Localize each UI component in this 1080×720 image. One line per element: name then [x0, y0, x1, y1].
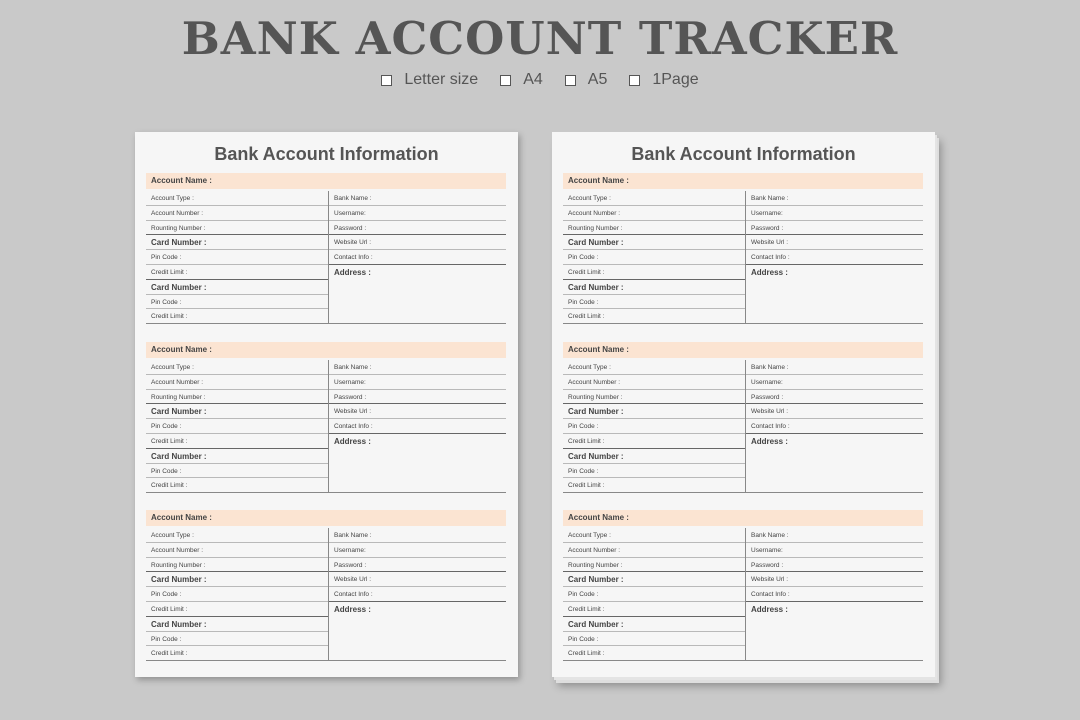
account-type-field[interactable]: Account Type :	[563, 528, 745, 543]
left-column	[146, 360, 329, 493]
credit-limit-field[interactable]: Credit Limit :	[563, 602, 745, 617]
account-name-field[interactable]: Account Name :	[563, 510, 923, 526]
password-field[interactable]: Password :	[746, 390, 923, 405]
contact-info-field[interactable]: Contact Info :	[329, 250, 506, 265]
left-column	[146, 191, 329, 324]
website-url-field[interactable]: Website Url :	[746, 404, 923, 419]
right-column	[329, 191, 506, 324]
pin-code-field[interactable]: Pin Code :	[146, 587, 328, 602]
pin-code-field[interactable]: Pin Code :	[146, 250, 328, 265]
card-number-field[interactable]: Card Number :	[146, 449, 328, 464]
size-option-a4[interactable]	[500, 71, 543, 89]
credit-limit-field[interactable]: Credit Limit :	[563, 265, 745, 280]
username-field[interactable]: Username:	[329, 375, 506, 390]
pin-code-field[interactable]: Pin Code :	[563, 419, 745, 434]
account-number-field[interactable]: Account Number :	[146, 543, 328, 558]
bank-name-field[interactable]: Bank Name :	[329, 360, 506, 375]
credit-limit-field[interactable]: Credit Limit :	[146, 434, 328, 449]
credit-limit-field[interactable]: Credit Limit :	[146, 602, 328, 617]
card-number-field[interactable]: Card Number :	[563, 235, 745, 250]
left-column	[146, 528, 329, 661]
checkbox-icon[interactable]	[381, 75, 392, 86]
address-label: Address :	[334, 436, 371, 446]
credit-limit-field[interactable]: Credit Limit :	[146, 309, 328, 324]
pin-code-field[interactable]: Pin Code :	[563, 250, 745, 265]
pin-code-field[interactable]: Pin Code :	[563, 464, 745, 479]
account-fields	[563, 360, 923, 493]
account-fields	[146, 191, 506, 324]
pin-code-field[interactable]: Pin Code :	[146, 419, 328, 434]
checkbox-icon[interactable]	[500, 75, 511, 86]
contact-info-field[interactable]: Contact Info :	[746, 419, 923, 434]
pin-code-field[interactable]: Pin Code :	[563, 587, 745, 602]
card-number-field[interactable]: Card Number :	[146, 235, 328, 250]
address-label: Address :	[334, 267, 371, 277]
card-number-field[interactable]: Card Number :	[146, 280, 328, 295]
account-type-field[interactable]: Account Type :	[563, 191, 745, 206]
credit-limit-field[interactable]: Credit Limit :	[563, 478, 745, 493]
size-option-label: A4	[523, 71, 543, 88]
password-field[interactable]: Password :	[329, 221, 506, 236]
username-field[interactable]: Username:	[329, 206, 506, 221]
account-section	[146, 173, 506, 324]
account-name-field[interactable]: Account Name :	[146, 510, 506, 526]
address-field[interactable]	[329, 617, 506, 661]
left-column	[563, 360, 746, 493]
account-name-field[interactable]: Account Name :	[563, 342, 923, 358]
bank-name-field[interactable]: Bank Name :	[746, 528, 923, 543]
address-field[interactable]	[746, 280, 923, 324]
password-field[interactable]: Password :	[746, 558, 923, 573]
account-name-field[interactable]: Account Name :	[146, 173, 506, 189]
card-number-field[interactable]: Card Number :	[563, 617, 745, 632]
address-label: Address :	[751, 604, 788, 614]
account-section	[563, 510, 923, 661]
card-number-field[interactable]: Card Number :	[146, 404, 328, 419]
left-column	[563, 191, 746, 324]
sheet-title: Bank Account Information	[631, 144, 856, 164]
account-type-field[interactable]: Account Type :	[146, 191, 328, 206]
left-column	[563, 528, 746, 661]
account-section	[563, 173, 923, 324]
size-option-label: A5	[587, 71, 608, 88]
account-fields	[146, 528, 506, 661]
sheet-preview-right	[552, 132, 935, 677]
password-field[interactable]: Password :	[329, 390, 506, 405]
routing-number-field[interactable]: Rounting Number :	[563, 390, 745, 405]
address-field[interactable]	[746, 617, 923, 661]
account-number-field[interactable]: Account Number :	[563, 206, 745, 221]
right-column	[329, 360, 506, 493]
address-field[interactable]	[329, 449, 506, 493]
card-number-field[interactable]: Card Number :	[146, 617, 328, 632]
pin-code-field[interactable]: Pin Code :	[563, 295, 745, 310]
password-field[interactable]: Password :	[329, 558, 506, 573]
account-fields	[563, 528, 923, 661]
address-field[interactable]	[329, 280, 506, 324]
checkbox-icon[interactable]	[629, 75, 640, 86]
contact-info-field[interactable]: Contact Info :	[746, 250, 923, 265]
credit-limit-field[interactable]: Credit Limit :	[146, 646, 328, 661]
right-column	[329, 528, 506, 661]
card-number-field[interactable]: Card Number :	[563, 404, 745, 419]
pin-code-field[interactable]: Pin Code :	[146, 632, 328, 647]
size-option-label: 1Page	[652, 71, 699, 88]
routing-number-field[interactable]: Rounting Number :	[563, 221, 745, 236]
size-option-1page[interactable]	[629, 71, 698, 89]
address-label: Address :	[751, 436, 788, 446]
right-column	[746, 191, 923, 324]
address-field[interactable]	[746, 449, 923, 493]
credit-limit-field[interactable]: Credit Limit :	[146, 478, 328, 493]
routing-number-field[interactable]: Rounting Number :	[146, 558, 328, 573]
website-url-field[interactable]: Website Url :	[329, 404, 506, 419]
account-number-field[interactable]: Account Number :	[146, 206, 328, 221]
account-type-field[interactable]: Account Type :	[146, 360, 328, 375]
right-column	[746, 360, 923, 493]
credit-limit-field[interactable]: Credit Limit :	[146, 265, 328, 280]
website-url-field[interactable]: Website Url :	[746, 235, 923, 250]
website-url-field[interactable]: Website Url :	[329, 572, 506, 587]
website-url-field[interactable]: Website Url :	[329, 235, 506, 250]
routing-number-field[interactable]: Rounting Number :	[146, 390, 328, 405]
account-fields	[146, 360, 506, 493]
account-name-field[interactable]: Account Name :	[146, 342, 506, 358]
username-field[interactable]: Username:	[746, 543, 923, 558]
account-type-field[interactable]: Account Type :	[146, 528, 328, 543]
pin-code-field[interactable]: Pin Code :	[146, 464, 328, 479]
account-number-field[interactable]: Account Number :	[563, 375, 745, 390]
contact-info-field[interactable]: Contact Info :	[746, 587, 923, 602]
contact-info-field[interactable]: Contact Info :	[329, 419, 506, 434]
size-option-a5[interactable]	[565, 71, 608, 89]
contact-info-field[interactable]: Contact Info :	[329, 587, 506, 602]
bank-name-field[interactable]: Bank Name :	[746, 360, 923, 375]
account-type-field[interactable]: Account Type :	[563, 360, 745, 375]
address-label: Address :	[334, 604, 371, 614]
bank-name-field[interactable]: Bank Name :	[329, 528, 506, 543]
account-name-field[interactable]: Account Name :	[563, 173, 923, 189]
size-option-letter[interactable]	[381, 71, 478, 89]
sheet-title: Bank Account Information	[214, 144, 439, 164]
account-number-field[interactable]: Account Number :	[146, 375, 328, 390]
credit-limit-field[interactable]: Credit Limit :	[563, 646, 745, 661]
account-number-field[interactable]: Account Number :	[563, 543, 745, 558]
card-number-field[interactable]: Card Number :	[563, 280, 745, 295]
username-field[interactable]: Username:	[329, 543, 506, 558]
size-option-label: Letter size	[404, 71, 479, 88]
website-url-field[interactable]: Website Url :	[746, 572, 923, 587]
account-section	[146, 342, 506, 493]
checkbox-icon[interactable]	[565, 75, 576, 86]
card-number-field[interactable]: Card Number :	[563, 572, 745, 587]
size-options	[0, 71, 1080, 89]
sheet-preview-left	[135, 132, 518, 677]
routing-number-field[interactable]: Rounting Number :	[563, 558, 745, 573]
card-number-field[interactable]: Card Number :	[563, 449, 745, 464]
bank-name-field[interactable]: Bank Name :	[329, 191, 506, 206]
pin-code-field[interactable]: Pin Code :	[146, 295, 328, 310]
card-number-field[interactable]: Card Number :	[146, 572, 328, 587]
credit-limit-field[interactable]: Credit Limit :	[563, 434, 745, 449]
password-field[interactable]: Password :	[746, 221, 923, 236]
page-title: BANK ACCOUNT TRACKER	[181, 12, 899, 65]
address-label: Address :	[751, 267, 788, 277]
username-field[interactable]: Username:	[746, 375, 923, 390]
account-section	[146, 510, 506, 661]
routing-number-field[interactable]: Rounting Number :	[146, 221, 328, 236]
account-section	[563, 342, 923, 493]
pin-code-field[interactable]: Pin Code :	[563, 632, 745, 647]
account-fields	[563, 191, 923, 324]
username-field[interactable]: Username:	[746, 206, 923, 221]
right-column	[746, 528, 923, 661]
bank-name-field[interactable]: Bank Name :	[746, 191, 923, 206]
credit-limit-field[interactable]: Credit Limit :	[563, 309, 745, 324]
